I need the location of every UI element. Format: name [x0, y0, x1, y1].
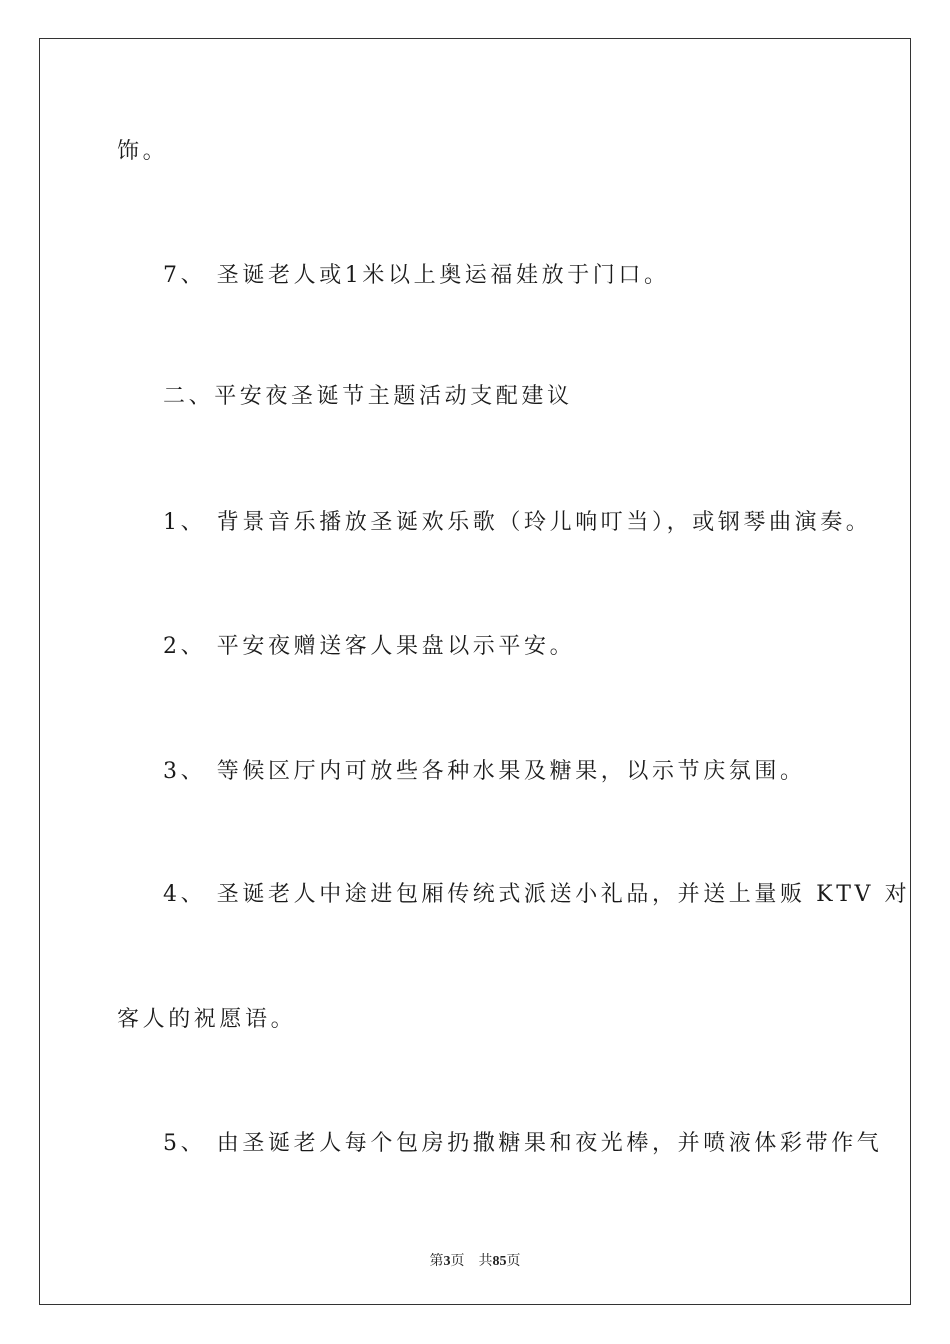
page-suffix: 页	[450, 1253, 465, 1269]
page-border	[39, 38, 911, 1305]
total-suffix: 页	[506, 1253, 521, 1269]
section-heading: 二、平安夜圣诞节主题活动支配建议	[163, 384, 573, 409]
text-line-4: 1、 背景音乐播放圣诞欢乐歌（玲儿响叮当），或钢琴曲演奏。	[163, 510, 872, 535]
text-line-2: 7、 圣诞老人或1米以上奥运福娃放于门口。	[163, 263, 670, 288]
text-line-7: 4、 圣诞老人中途进包厢传统式派送小礼品，并送上量贩 KTV 对	[163, 882, 911, 907]
page-total: 85	[492, 1254, 507, 1269]
page-prefix: 第	[429, 1253, 444, 1269]
text-line-6: 3、 等候区厅内可放些各种水果及糖果，以示节庆氛围。	[163, 759, 806, 784]
text-line-9: 5、 由圣诞老人每个包房扔撒糖果和夜光棒，并喷液体彩带作气	[163, 1131, 883, 1156]
page-current: 3	[443, 1254, 451, 1269]
text-line-5: 2、 平安夜赠送客人果盘以示平安。	[163, 634, 576, 659]
page-footer	[0, 1250, 950, 1270]
total-prefix: 共	[478, 1253, 493, 1269]
text-line-8: 客人的祝愿语。	[117, 1007, 297, 1032]
text-line-1: 饰。	[117, 139, 169, 164]
